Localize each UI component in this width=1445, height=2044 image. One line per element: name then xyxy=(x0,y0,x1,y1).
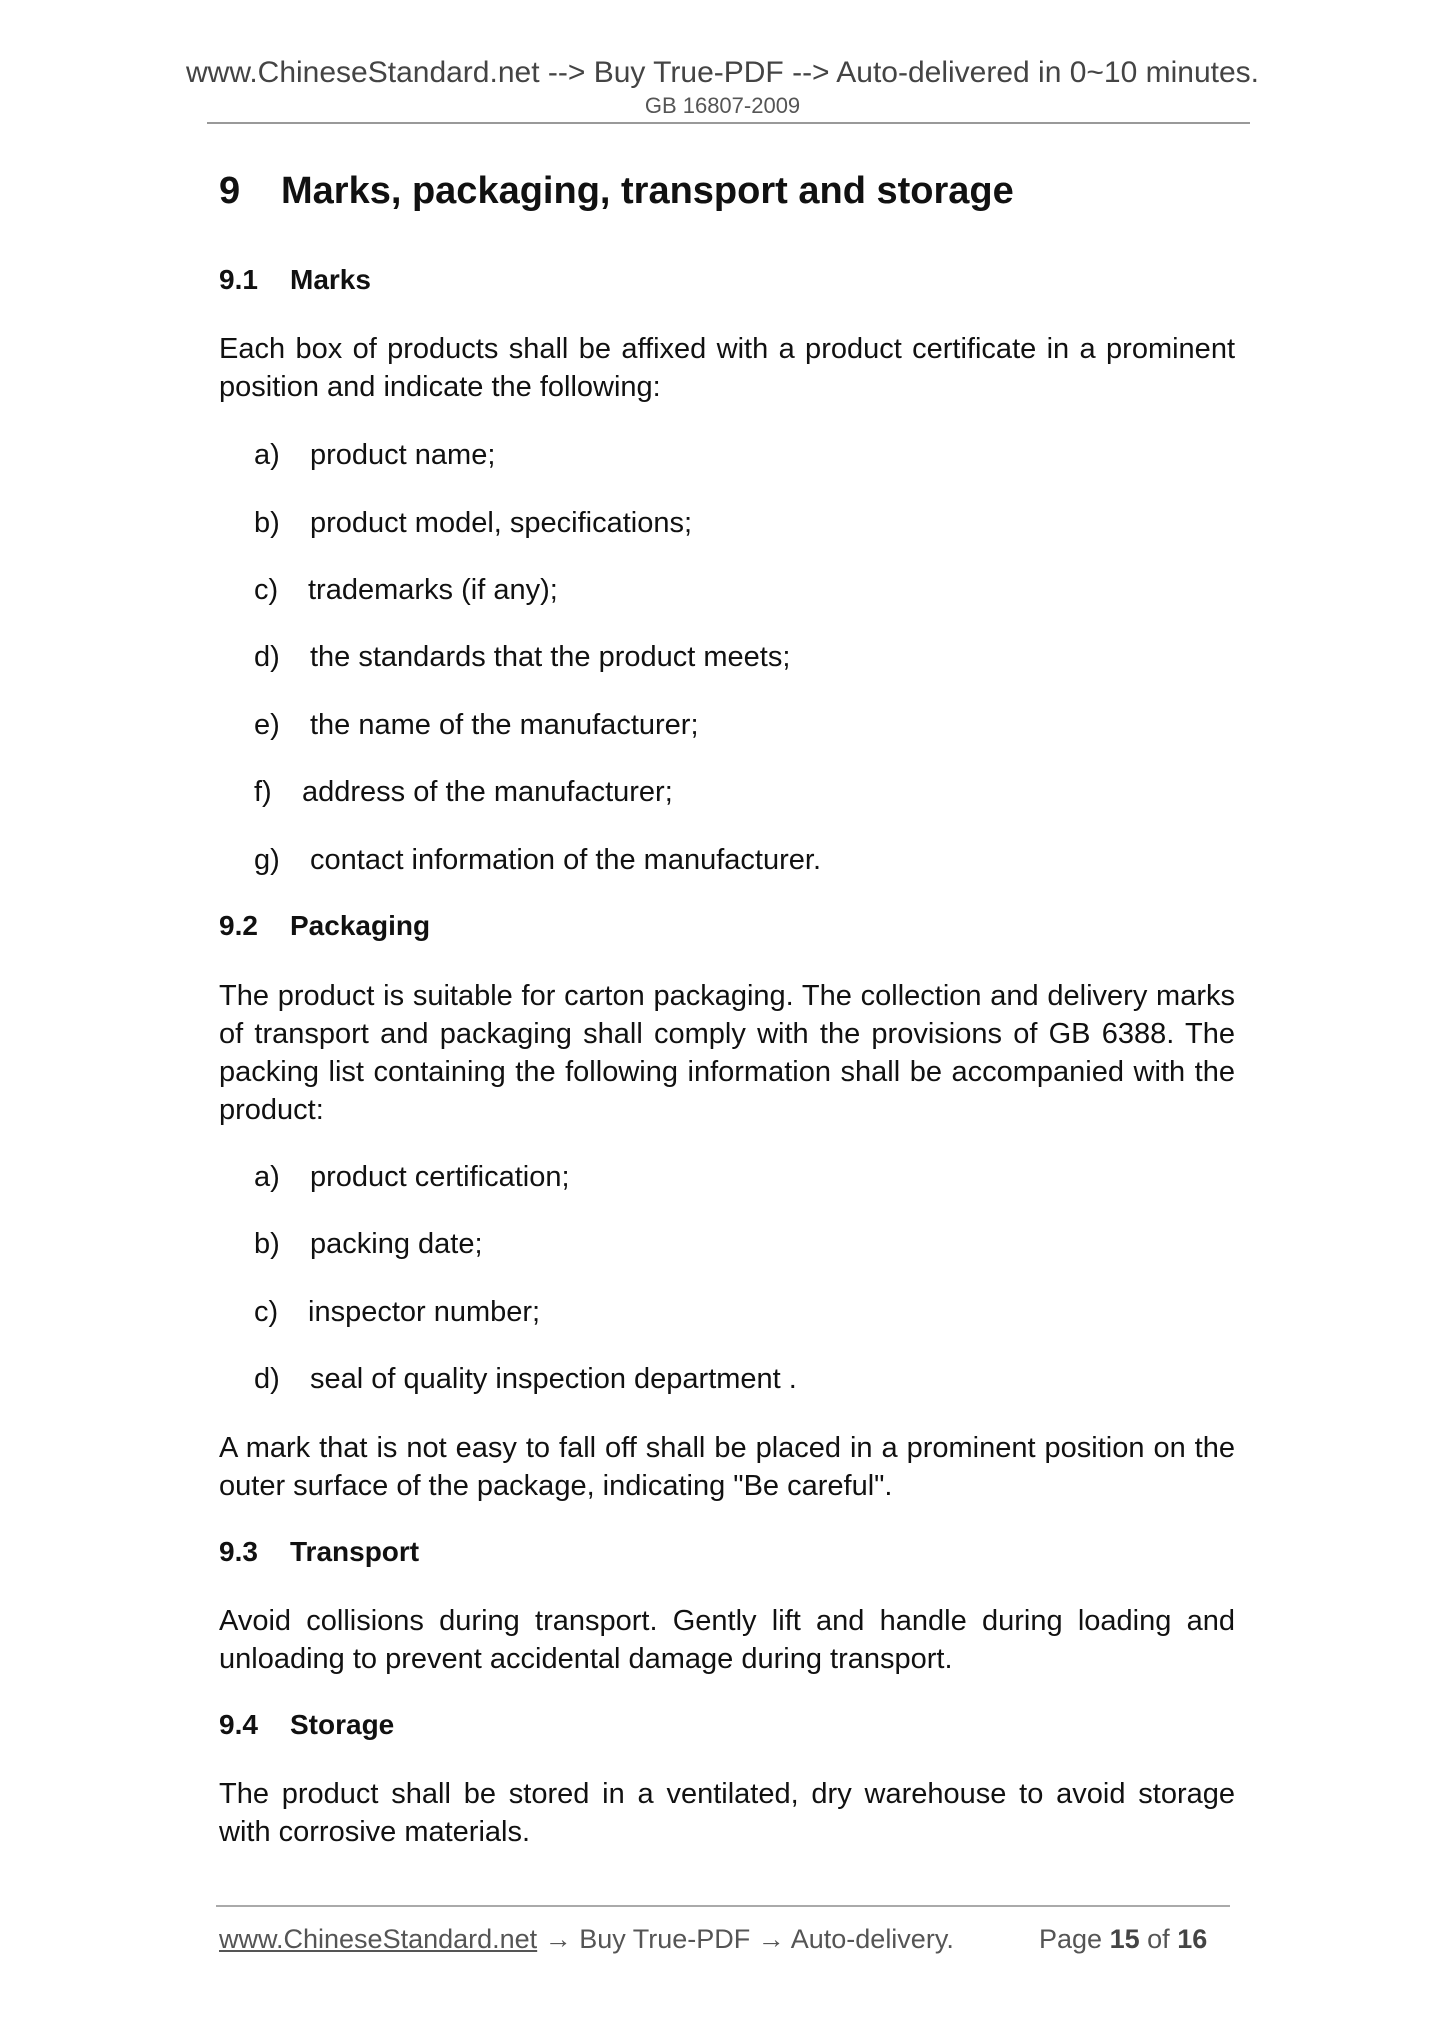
list-item: b) packing date; xyxy=(254,1228,483,1260)
list-item: b) product model, specifications; xyxy=(254,507,693,539)
list-item: a) product name; xyxy=(254,439,496,471)
heading-title: Transport xyxy=(290,1536,420,1567)
list-item: c) trademarks (if any); xyxy=(254,574,558,606)
paragraph: Each box of products shall be affixed with a product certificate in a prominent position and indicate the following: xyxy=(219,333,1235,403)
paragraph: Avoid collisions during transport. Gently lift and handle during loading and unloading to prevent accidental damage during transport. xyxy=(219,1605,1235,1675)
standard-number: GB 16807-2009 xyxy=(644,93,801,118)
heading-number: 9.3 xyxy=(219,1536,258,1567)
header-banner: www.ChineseStandard.net --> Buy True-PDF --> Auto-delivered in 0~10 minutes. xyxy=(185,56,1260,89)
heading-number: 9.1 xyxy=(219,264,258,295)
heading-number: 9.2 xyxy=(219,910,258,941)
heading-title: Packaging xyxy=(290,910,431,941)
heading-9-1 xyxy=(219,264,371,296)
section-heading xyxy=(219,170,1014,213)
heading-title: Marks xyxy=(290,264,371,295)
footer-link[interactable]: www.ChineseStandard.net xyxy=(219,1924,538,1954)
list-item: e) the name of the manufacturer; xyxy=(254,709,699,741)
heading-9-3 xyxy=(219,1536,419,1568)
list-item: d) the standards that the product meets; xyxy=(254,641,791,673)
heading-9-2 xyxy=(219,910,430,942)
list-item: a) product certification; xyxy=(254,1161,570,1193)
paragraph: The product shall be stored in a ventilated, dry warehouse to avoid storage with corrosive materials. xyxy=(219,1778,1235,1848)
list-item: f) address of the manufacturer; xyxy=(254,776,673,808)
footer-text: → Buy True-PDF → Auto-delivery. xyxy=(537,1924,954,1954)
heading-title: Storage xyxy=(290,1709,395,1740)
paragraph: The product is suitable for carton packaging. The collection and delivery marks of transport and packaging shall comply with the provisions of GB 6388. The packing list containing the following information shall be accompanied with the product: xyxy=(219,980,1235,1126)
heading-9-4 xyxy=(219,1709,394,1741)
header-divider xyxy=(207,122,1250,124)
section-title: Marks, packaging, transport and storage xyxy=(281,170,1014,212)
section-number: 9 xyxy=(219,170,241,212)
list-item: c) inspector number; xyxy=(254,1296,541,1328)
list-item: d) seal of quality inspection department . xyxy=(254,1363,797,1395)
page-indicator: Page 15 of 16 xyxy=(1039,1924,1208,1954)
footer-left xyxy=(219,1924,954,1955)
heading-number: 9.4 xyxy=(219,1709,258,1740)
paragraph: A mark that is not easy to fall off shall be placed in a prominent position on the outer surface of the package, indicating "Be careful". xyxy=(219,1432,1235,1502)
list-item: g) contact information of the manufacturer. xyxy=(254,844,821,876)
footer-divider xyxy=(216,1905,1230,1907)
